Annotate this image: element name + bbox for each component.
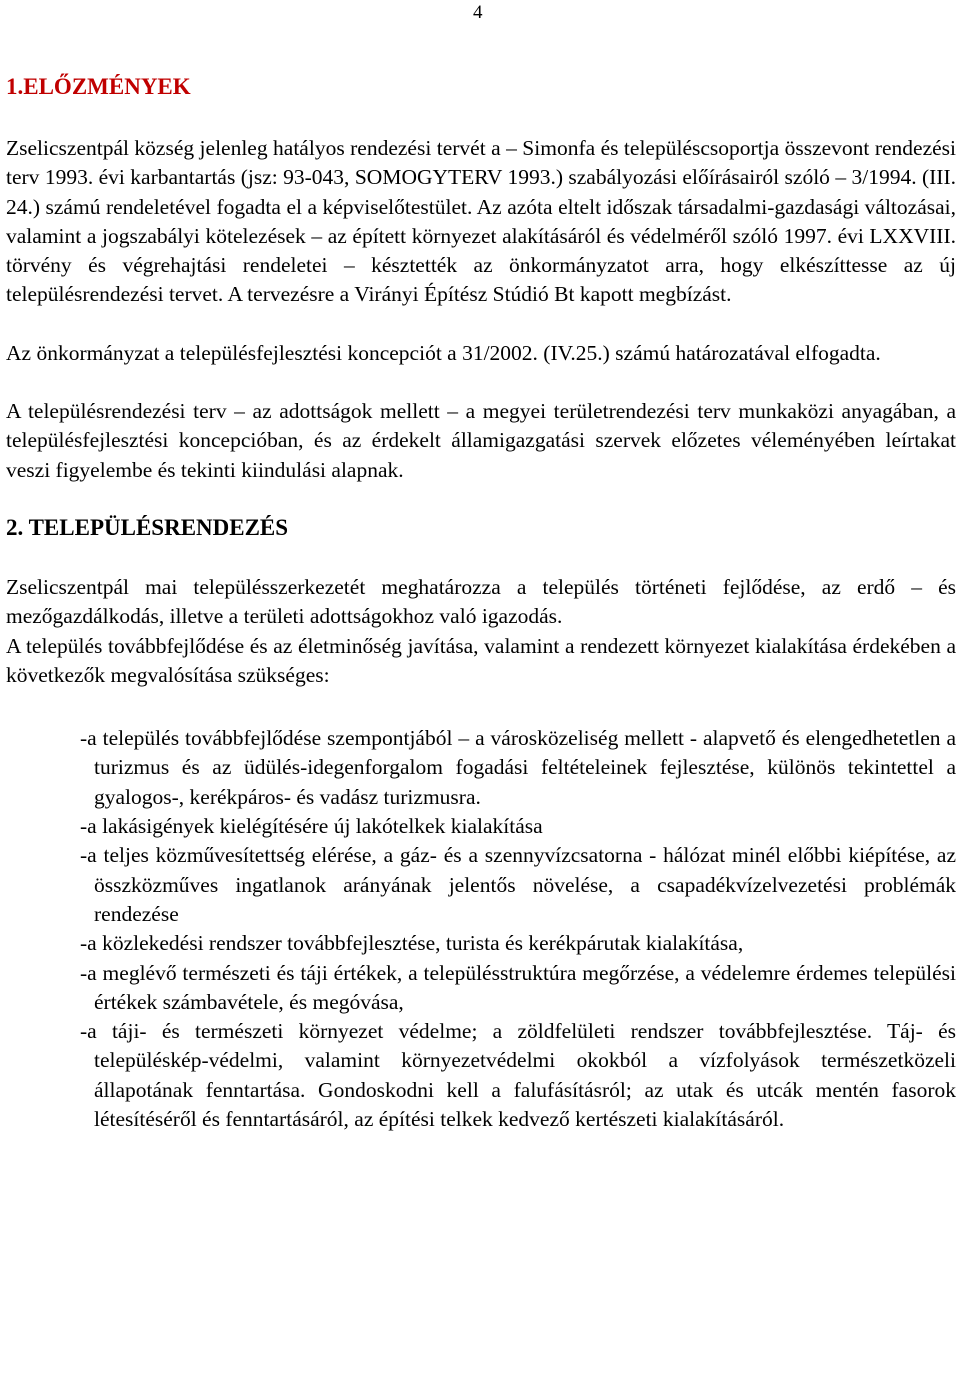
list-item: -a település továbbfejlődése szempontjából – a városközeliség mellett - alapvető és elengedhetetlen a turizmus és az üdülés-idegenforgalom fogadási feltételeinek fejlesztése, különös tekintettel a gyalogos-, kerékpáros- és vadász turizmusra. bbox=[80, 726, 956, 809]
page-number: 4 bbox=[473, 2, 483, 23]
list-item: -a közlekedési rendszer továbbfejlesztése, turista és kerékpárutak kialakítása, bbox=[80, 931, 744, 956]
section-1-title: 1.ELŐZMÉNYEK bbox=[6, 74, 191, 99]
list-item: -a lakásigények kielégítésére új lakótelkek kialakítása bbox=[80, 814, 543, 839]
section-1-paragraph-1: Zselicszentpál község jelenleg hatályos rendezési tervét a – Simonfa és településcsoportja összevont rendezési terv 1993. évi karbantartás (jsz: 93-043, SOMOGYTERV 1993.) szabályozási előírásairól szóló – 3/1994. (III. 24.) számú rendeletével fogadta el a képviselőtestület. Az azóta eltelt időszak társadalmi-gazdasági változásai, valamint a jogszabályi kötelezések – az épített környezet alakításáról és védelméről szóló 1997. évi LXXVIII. törvény és végrehajtási rendeletei – késztették az önkormányzatot arra, hogy elkészíttesse az új településrendezési tervet. A tervezésre a Virányi Építész Stúdió Bt kapott megbízást. bbox=[6, 136, 956, 307]
section-1-paragraph-2: Az önkormányzat a településfejlesztési koncepciót a 31/2002. (IV.25.) számú határozatával elfogadta. bbox=[6, 340, 881, 365]
list-item: -a teljes közművesítettség elérése, a gáz- és a szennyvízcsatorna - hálózat minél előbbi kiépítése, az összközműves ingatlanok arányának jelentős növelése, a csapadékvízelvezetési problémák rendezése bbox=[80, 843, 956, 926]
development-goals-list bbox=[6, 724, 956, 1134]
section-2-paragraph-1: Zselicszentpál mai településszerkezetét meghatározza a település történeti fejlődése, az erdő – és mezőgazdálkodás, illetve a területi adottságokhoz való igazodás. bbox=[6, 574, 956, 629]
section-2-title: 2. TELEPÜLÉSRENDEZÉS bbox=[6, 514, 289, 540]
section-2-paragraph-2: A település továbbfejlődése és az életminőség javítása, valamint a rendezett környezet kialakítása érdekében a következők megvalósítása szükséges: bbox=[6, 633, 956, 687]
section-1-paragraph-3: A településrendezési terv – az adottságok mellett – a megyei területrendezési terv munkaközi anyagában, a településfejlesztési koncepcióban, és az érdekelt államigazgatási szervek előzetes véleményében leírtakat veszi figyelembe és tekinti kiindulási alapnak. bbox=[6, 399, 956, 482]
document-body bbox=[6, 72, 956, 1134]
list-item: -a meglévő természeti és táji értékek, a településstruktúra megőrzése, a védelemre érdemes települési értékek számbavétele, és megóvása, bbox=[80, 960, 956, 1014]
list-item: -a táji- és természeti környezet védelme; a zöldfelületi rendszer továbbfejlesztése. Táj- és településkép-védelmi, valamint környezetvédelmi okokból a vízfolyások természetközeli állapotának fenntartása. Gondoskodni kell a falufásításról; az utak és utcák mentén fasorok létesítéséről és fenntartásáról, az építési telkek kedvező kertészeti kialakításáról. bbox=[80, 1019, 956, 1132]
